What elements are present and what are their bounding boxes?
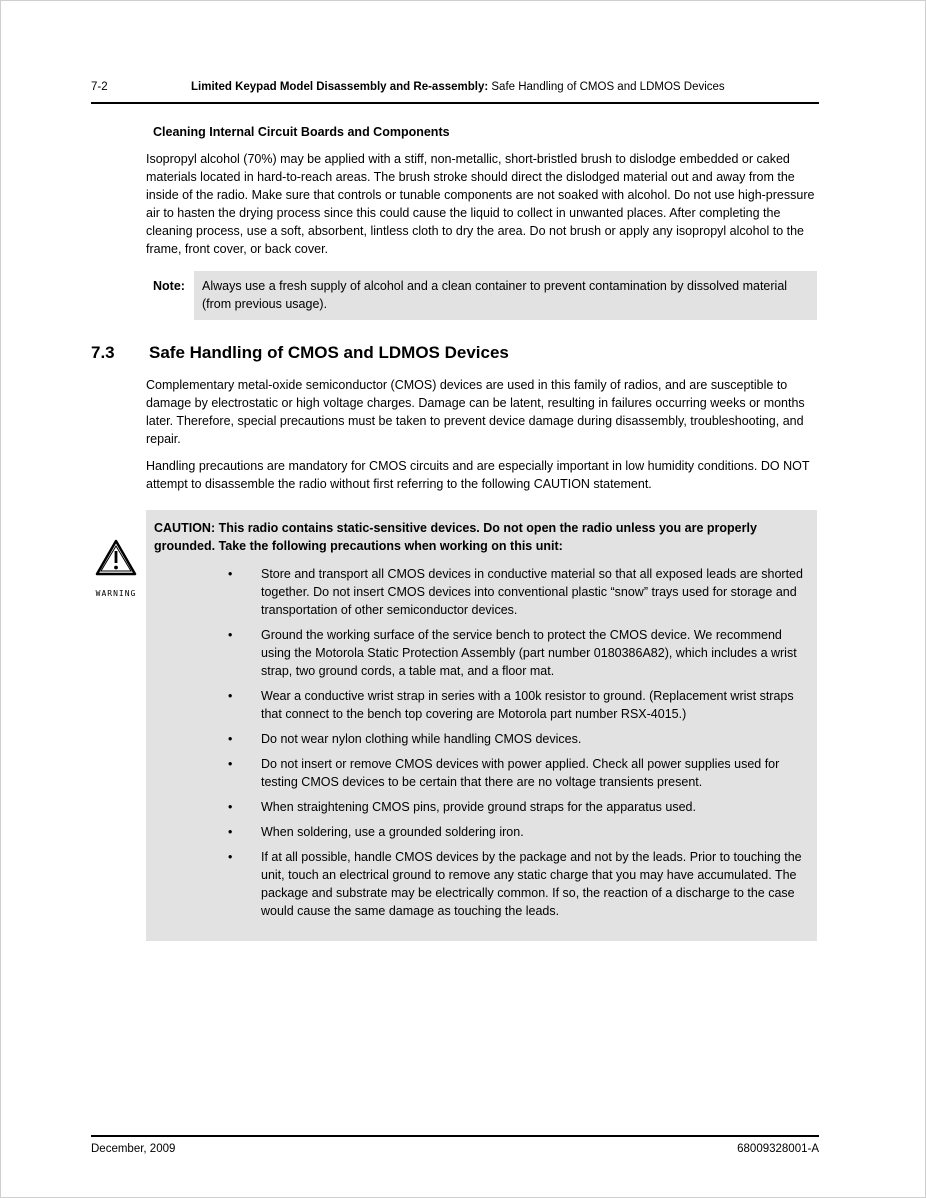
caution-bullet: • Do not wear nylon clothing while handling CMOS devices. <box>228 730 803 748</box>
caution-section <box>95 510 817 941</box>
running-header-bold: Limited Keypad Model Disassembly and Re-assembly: <box>191 81 489 93</box>
warning-triangle-icon <box>94 567 138 581</box>
caution-bullet: • When straightening CMOS pins, provide ground straps for the apparatus used. <box>228 798 803 816</box>
running-header-regular: Safe Handling of CMOS and LDMOS Devices <box>488 81 725 93</box>
caution-bullet: • Store and transport all CMOS devices in conductive material so that all exposed leads are shorted together. Do not insert CMOS devices into conventional plastic “snow” trays used for storage and transportation of other semiconductor devices. <box>228 565 803 619</box>
caution-bullet: • Wear a conductive wrist strap in series with a 100k resistor to ground. (Replacement wrist straps that connect to the bench top covering are Motorola part number RSX-4015.) <box>228 687 803 723</box>
section-paragraph-2: Handling precautions are mandatory for CMOS circuits and are especially important in low humidity conditions. DO NOT attempt to disassemble the radio without first referring to the following CAUTION statement. <box>146 459 810 491</box>
running-header <box>191 81 819 93</box>
caution-bullet: • If at all possible, handle CMOS devices by the package and not by the leads. Prior to touching the unit, touch an electrical ground to remove any static charge that you may have accumulated. The package and substrate may be electrically common. If so, the reaction of a discharge to the case would cause the same damage as touching the leads. <box>228 848 803 920</box>
section-number: 7.3 <box>91 343 115 362</box>
caution-list <box>154 565 803 920</box>
section-paragraph-1: Complementary metal-oxide semiconductor (CMOS) devices are used in this family of radios, and are susceptible to damage by electrostatic or high voltage charges. Damage can be latent, resulting in failures occurring weeks or months later. Therefore, special precautions must be taken to prevent device damage during disassembly, troubleshooting, and repair. <box>146 378 805 446</box>
caution-bullet: • Ground the working surface of the service bench to protect the CMOS device. We recommend using the Motorola Static Protection Assembly (part number 0180386A82), which includes a wrist strap, two ground cords, a table mat, and a floor mat. <box>228 626 803 680</box>
caution-bullet: • When soldering, use a grounded soldering iron. <box>228 823 803 841</box>
note-block <box>153 271 817 320</box>
page-content <box>91 123 817 941</box>
cleaning-heading: Cleaning Internal Circuit Boards and Components <box>153 125 450 139</box>
page-header <box>91 81 819 104</box>
section-heading <box>91 342 817 364</box>
caution-heading: CAUTION: This radio contains static-sensitive devices. Do not open the radio unless you are properly grounded. Take the following precautions when working on this unit: <box>154 521 757 553</box>
cleaning-paragraph: Isopropyl alcohol (70%) may be applied with a stiff, non-metallic, short-bristled brush to dislodge embedded or caked materials located in hard-to-reach areas. The brush stroke should direct the dislodged material out and away from the inside of the radio. Make sure that controls or tunable components are not soaked with alcohol. Do not use high-pressure air to hasten the drying process since this could cause the liquid to collect in unwanted places. After completing the cleaning process, use a soft, absorbent, lintless cloth to dry the area. Do not brush or apply any isopropyl alcohol to the frame, front cover, or back cover. <box>146 152 815 256</box>
warning-label: WARNING <box>95 589 137 598</box>
caution-bullet: • Do not insert or remove CMOS devices with power applied. Check all power supplies used for testing CMOS devices to be certain that there are no voltage transients present. <box>228 755 803 791</box>
footer-date: December, 2009 <box>91 1143 176 1155</box>
note-box: Always use a fresh supply of alcohol and a clean container to prevent contamination by dissolved material (from previous usage). <box>194 271 817 320</box>
caution-box <box>146 510 817 941</box>
note-label: Note: <box>153 279 185 293</box>
footer-doc-number: 68009328001-A <box>737 1143 819 1155</box>
page-footer <box>91 1135 819 1155</box>
page-number: 7-2 <box>91 81 108 93</box>
section-title: Safe Handling of CMOS and LDMOS Devices <box>149 343 509 362</box>
warning-sign <box>90 538 142 603</box>
